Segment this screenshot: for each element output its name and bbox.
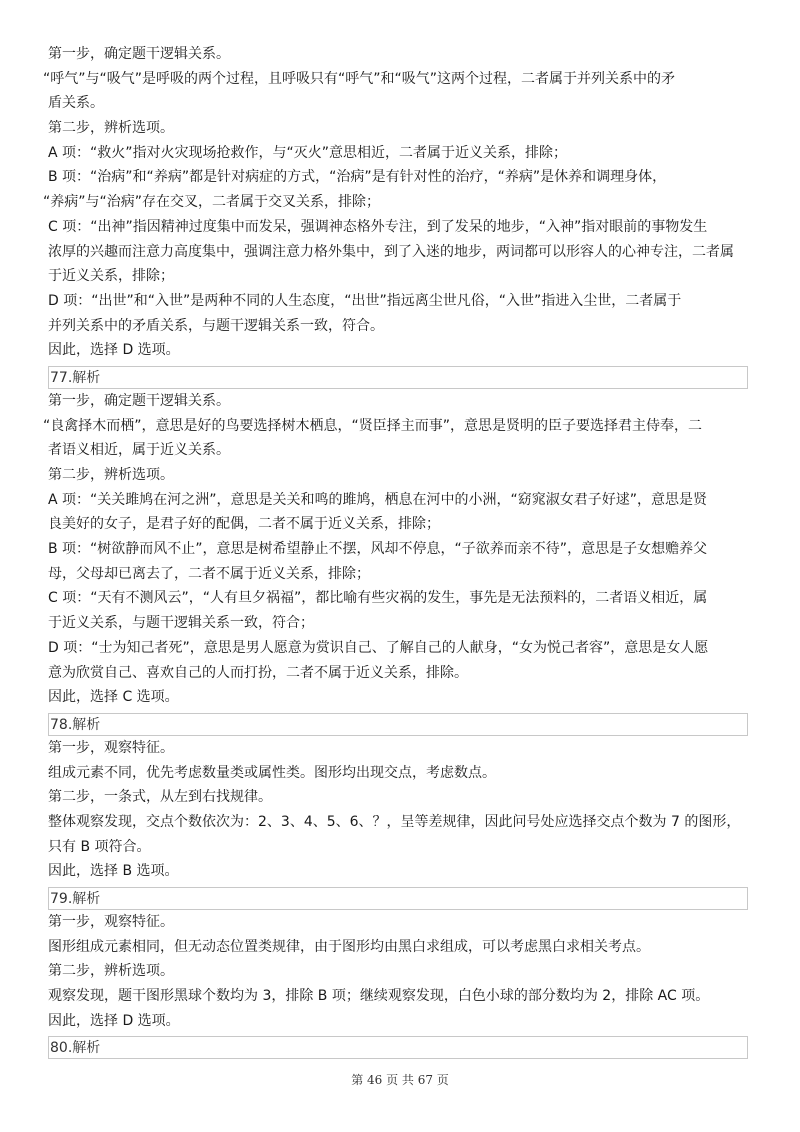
text-line: 第二步，辨析选项。	[48, 963, 174, 980]
text-line: D 项：“出世”和“入世”是两种不同的人生态度，“出世”指远离尘世凡俗，“入世”指进入尘世，二者属于	[48, 292, 682, 309]
text-line: 因此，选择 D 选项。	[48, 1012, 180, 1029]
text-line: 意为欣赏自己、喜欢自己的人而打扮，二者不属于近义关系，排除。	[48, 664, 468, 681]
text-line: A 项：“救火”指对火灾现场抢救作，与“灭火”意思相近，二者属于近义关系，排除；	[48, 144, 568, 161]
text-line: “良禽择木而栖”，意思是好的鸟要选择树木栖息，“贤臣择主而事”，意思是贤明的臣子要选择君主侍奉，二	[43, 417, 703, 434]
text-line: C 项：“天有不测风云”，“人有旦夕祸福”，都比喻有些灾祸的发生，事先是无法预料的，二者语义相近，属	[48, 590, 708, 607]
text-line: 盾关系。	[48, 95, 104, 112]
text-line: 第二步，一条式，从左到右找规律。	[48, 789, 272, 806]
text-line: 于近义关系，与题干逻辑关系一致，符合；	[48, 615, 314, 632]
answer-78-header: 78.解析	[48, 713, 748, 736]
text-line: 第一步，观察特征。	[48, 914, 174, 930]
text-line: 因此，选择 B 选项。	[48, 863, 179, 880]
answer-79-header: 79.解析	[48, 887, 748, 910]
text-line: “养病”与“治病”存在交叉，二者属于交叉关系，排除；	[43, 194, 381, 211]
answer-77-header: 77.解析	[48, 366, 748, 389]
text-line: 第一步，确定题干逻辑关系。	[48, 46, 230, 62]
text-line: 良美好的女子，是君子好的配偶，二者不属于近义关系，排除；	[48, 516, 440, 533]
text-line: 第一步，观察特征。	[48, 739, 174, 756]
answer-77-body	[43, 389, 748, 710]
document-page	[43, 42, 748, 1059]
text-line: D 项：“士为知己者死”，意思是男人愿意为赏识自己、了解自己的人献身，“女为悦己者容”，意思是女人愿	[48, 639, 709, 656]
text-line: 图形组成元素相同，但无动态位置类规律，由于图形均由黑白求组成，可以考虑黑白求相关考点。	[48, 938, 650, 955]
text-line: 母，父母却已离去了，二者不属于近义关系，排除；	[48, 565, 370, 582]
text-line: 组成元素不同，优先考虑数量类或属性类。图形均出现交点，考虑数点。	[48, 764, 496, 781]
text-line: B 项：“树欲静而风不止”，意思是树希望静止不摆，风却不停息，“子欲养而亲不待”，意思是子女想赡养父	[48, 541, 708, 558]
text-line: “呼气”与“吸气”是呼吸的两个过程，且呼吸只有“呼气”和“吸气”这两个过程，二者属于并列关系中的矛	[43, 70, 676, 87]
answer-78-body	[48, 736, 748, 884]
text-line: 浓厚的兴趣而注意力高度集中，强调注意力格外集中，到了入迷的地步，两词都可以形容人的心神专注，二者属	[48, 243, 734, 260]
text-line: 因此，选择 D 选项。	[48, 342, 180, 359]
text-line: 并列关系中的矛盾关系，与题干逻辑关系一致，符合。	[48, 317, 384, 334]
answer-76-body	[43, 42, 748, 363]
text-line: 观察发现，题干图形黑球个数均为 3，排除 B 项；继续观察发现，白色小球的部分数均为 2，排除 AC 项。	[48, 988, 710, 1005]
text-line: A 项：“关关雎鸠在河之洲”，意思是关关和鸣的雎鸠，栖息在河中的小洲，“窈窕淑女君子好逑”，意思是贤	[48, 491, 708, 508]
text-line: 因此，选择 C 选项。	[48, 689, 179, 706]
text-line: 者语义相近，属于近义关系。	[48, 442, 230, 459]
text-line: C 项：“出神”指因精神过度集中而发呆，强调神态格外专注，到了发呆的地步，“入神”指对眼前的事物发生	[48, 218, 708, 235]
answer-80-header: 80.解析	[48, 1036, 748, 1059]
text-line: 于近义关系，排除；	[48, 268, 174, 285]
text-line: 整体观察发现，交点个数依次为：2、3、4、5、6、？，呈等差规律，因此问号处应选择交点个数为 7 的图形，	[48, 813, 741, 830]
text-line: 第二步，辨析选项。	[48, 467, 174, 483]
text-line: 第一步，确定题干逻辑关系。	[48, 392, 230, 409]
text-line: 第二步，辨析选项。	[48, 120, 174, 137]
text-line: B 项：“治病”和“养病”都是针对病症的方式，“治病”是有针对性的治疗，“养病”是休养和调理身体，	[48, 169, 667, 186]
text-line: 只有 B 项符合。	[48, 838, 151, 855]
answer-79-body	[48, 910, 748, 1033]
page-footer: 第 46 页 共 67 页	[351, 1073, 449, 1087]
